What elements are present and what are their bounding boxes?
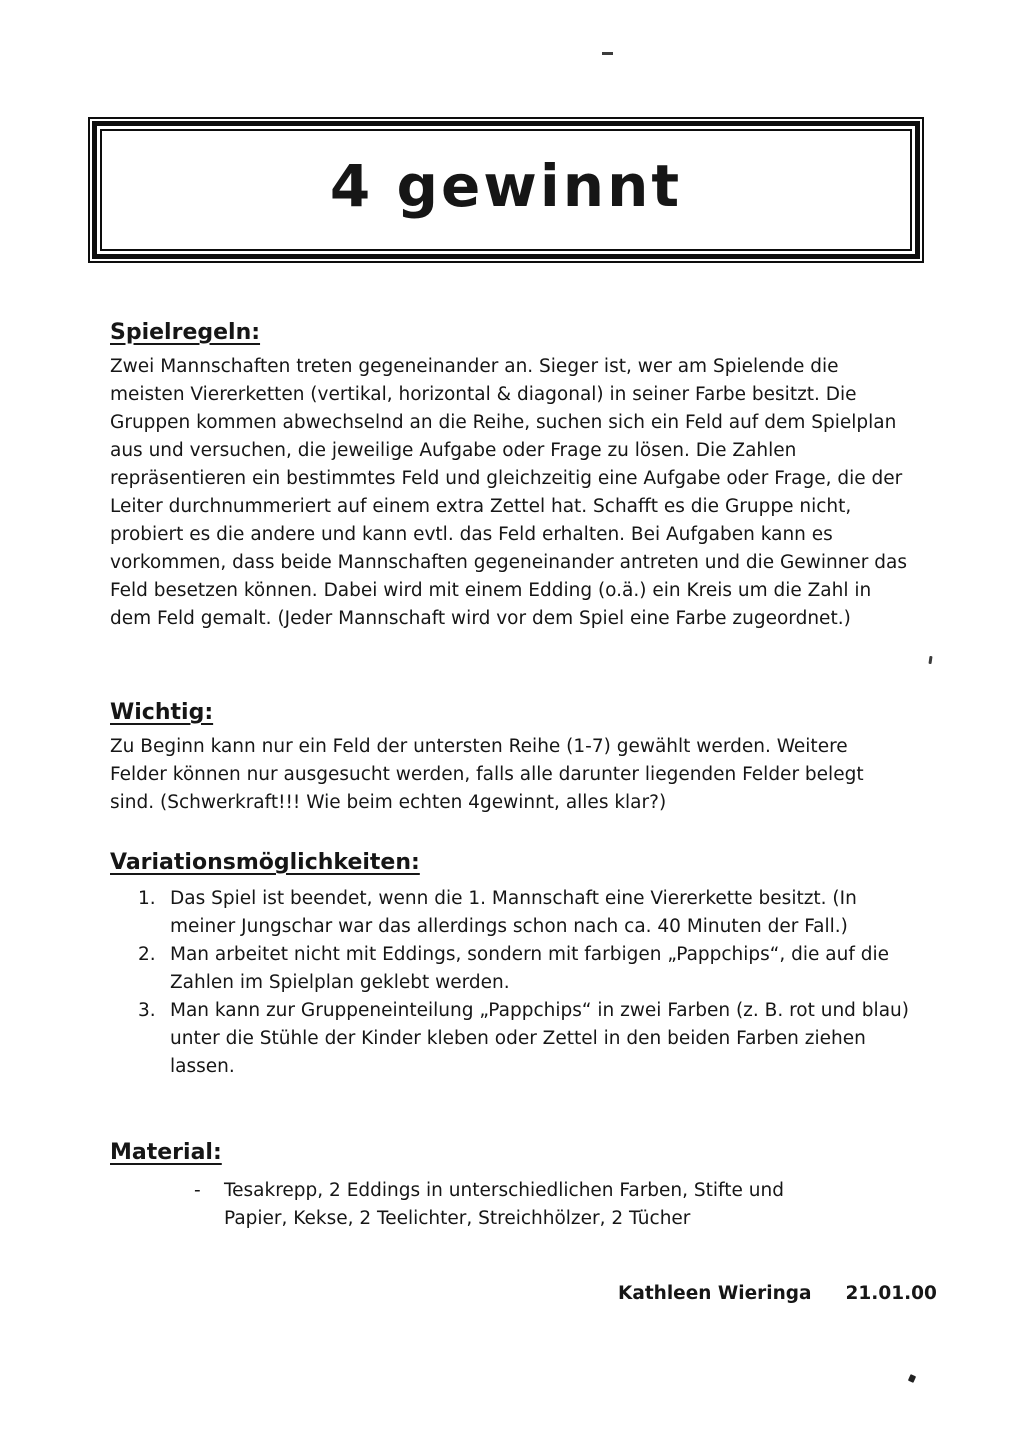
list-item-number: 3. (138, 1000, 156, 1021)
wichtig-body: Zu Beginn kann nur ein Feld der untersten Reihe (1-7) gewählt werden. Weitere Felder können nur ausgesucht werden, falls alle darunter liegenden Felder belegt sind. (Schwerkraft!!! Wie beim echten 4gewinnt, alles klar?) (110, 736, 864, 813)
list-item-text: Das Spiel ist beendet, wenn die 1. Mannschaft eine Viererkette besitzt. (In meiner Jungschar war das allerdings schon nach ca. 40 Minuten der Fall.) (170, 888, 857, 937)
list-item-text: Man kann zur Gruppeneinteilung „Pappchips“ in zwei Farben (z. B. rot und blau) unter die Stühle der Kinder kleben oder Zettel in den beiden Farben ziehen lassen. (170, 1000, 909, 1077)
list-item-dash-marker: - (194, 1180, 201, 1201)
title-box-inner-border (100, 129, 912, 251)
list-item (138, 885, 910, 941)
document-title: 4 gewinnt (329, 152, 683, 220)
section-spielregeln (110, 320, 910, 633)
scan-artifact (908, 1374, 916, 1383)
list-item (138, 941, 910, 997)
spielregeln-heading: Spielregeln: (110, 320, 261, 345)
title-box (88, 117, 924, 263)
list-item (138, 997, 910, 1081)
document-footer (618, 1283, 937, 1304)
footer-date: 21.01.00 (845, 1283, 937, 1304)
list-item-number: 1. (138, 888, 156, 909)
list-item-text: Tesakrepp, 2 Eddings in unterschiedlichen Farben, Stifte und Papier, Kekse, 2 Teelichter, Streichhölzer, 2 Tücher (224, 1180, 784, 1229)
material-heading: Material: (110, 1140, 222, 1165)
variationen-heading: Variationsmöglichkeiten: (110, 850, 420, 875)
list-item-text: Man arbeitet nicht mit Eddings, sondern mit farbigen „Pappchips“, die auf die Zahlen im Spielplan geklebt werden. (170, 944, 890, 993)
footer-author: Kathleen Wieringa (618, 1283, 812, 1304)
title-box-mid-border (92, 121, 920, 259)
section-material (110, 1140, 910, 1233)
list-item (194, 1177, 910, 1233)
section-wichtig (110, 700, 910, 817)
wichtig-heading: Wichtig: (110, 700, 214, 725)
variationen-list (110, 885, 910, 1081)
material-list (110, 1177, 910, 1233)
section-variationsmoeglichkeiten (110, 850, 910, 1081)
spielregeln-body: Zwei Mannschaften treten gegeneinander an. Sieger ist, wer am Spielende die meisten Viererketten (vertikal, horizontal & diagonal) in seiner Farbe besitzt. Die Gruppen kommen abwechselnd an die Reihe, suchen sich ein Feld auf dem Spielplan aus und versuchen, die jeweilige Aufgabe oder Frage zu lösen. Die Zahlen repräsentieren ein bestimmtes Feld und gleichzeitig eine Aufgabe oder Frage, die der Leiter durchnummeriert auf einem extra Zettel hat. Schafft es die Gruppe nicht, probiert es die andere und kann evtl. das Feld erhalten. Bei Aufgaben kann es vorkommen, dass beide Mannschaften gegeneinander antreten und die Gewinner das Feld besetzen können. Dabei wird mit einem Edding (o.ä.) ein Kreis um die Zahl in dem Feld gemalt. (Jeder Mannschaft wird vor dem Spiel eine Farbe zugeordnet.) (110, 356, 907, 629)
scan-artifact (602, 52, 613, 55)
scan-artifact (928, 656, 932, 664)
list-item-number: 2. (138, 944, 156, 965)
